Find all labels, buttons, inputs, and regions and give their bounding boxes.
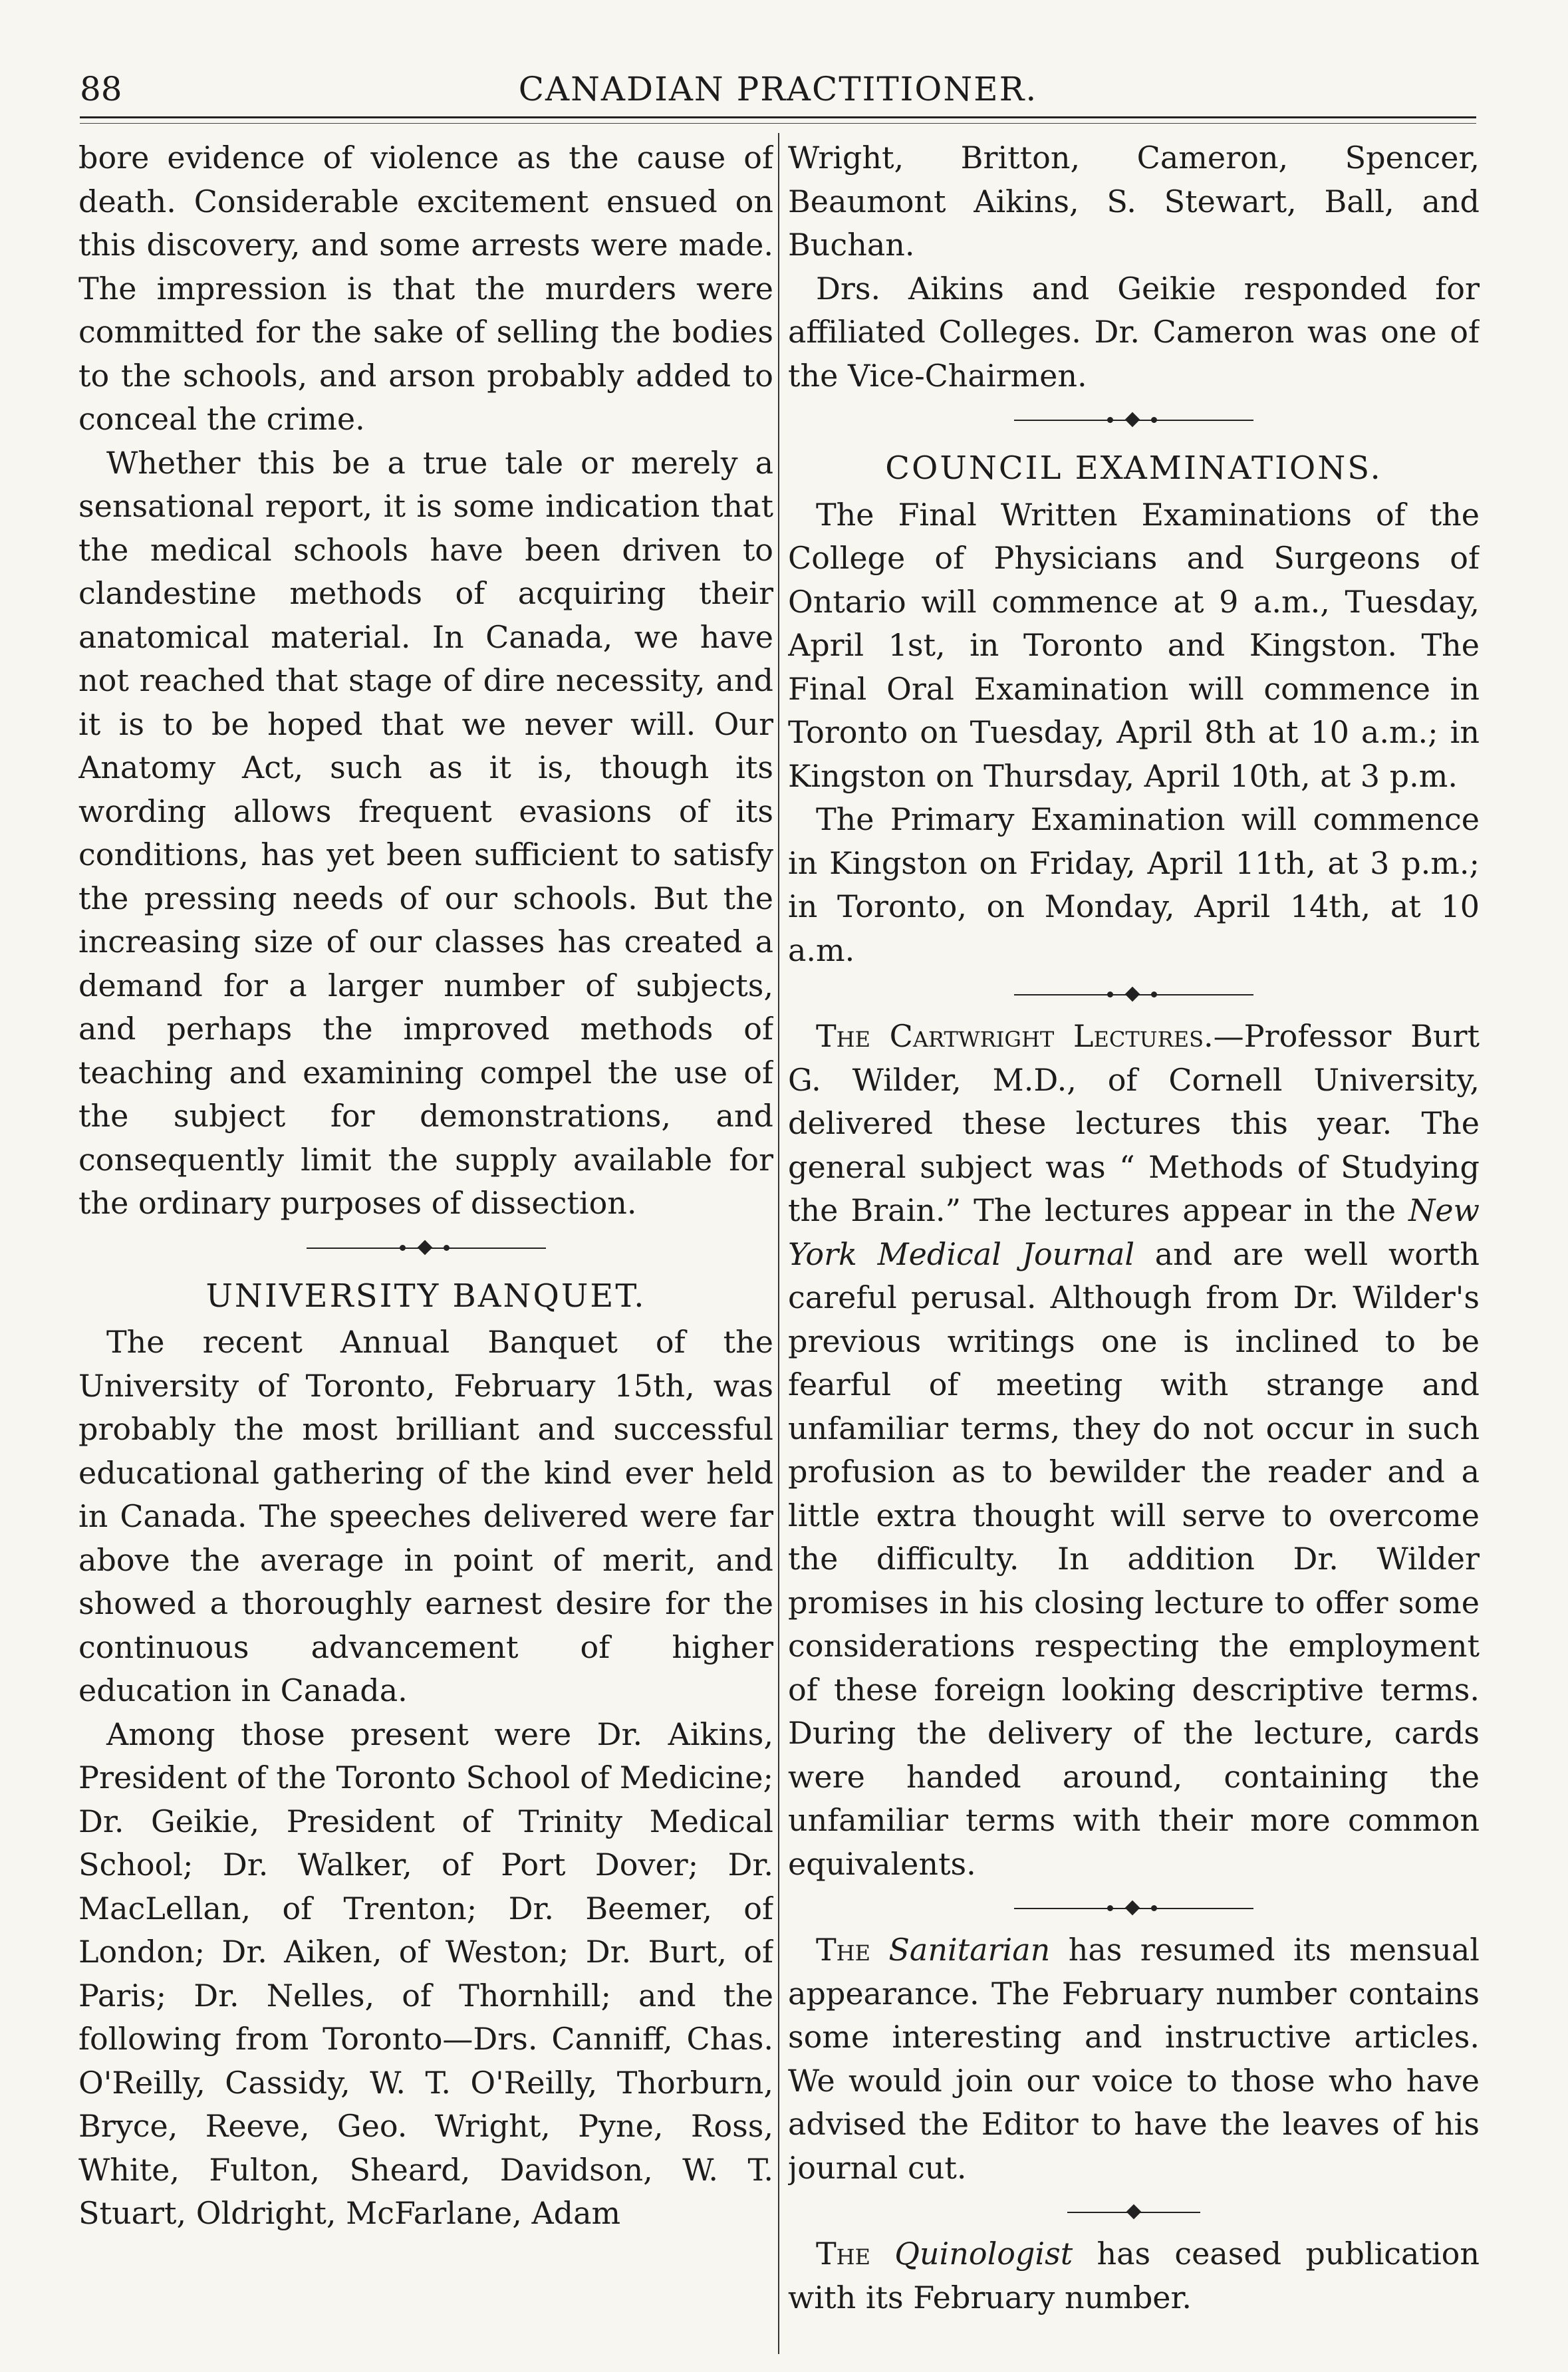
- section-ornament: [1014, 1895, 1253, 1922]
- text-run: The: [816, 2236, 895, 2272]
- paragraph: The Primary Examination will commence in Kingston on Friday, April 11th, at 3 p.m.; in Toronto, on Monday, April 14th, at 10 a.m.: [788, 801, 1480, 968]
- section-heading-university-banquet: UNIVERSITY BANQUET.: [205, 1277, 646, 1315]
- page-number: 88: [80, 70, 122, 108]
- text-run: The: [816, 1932, 889, 1968]
- paragraph: Among those present were Dr. Aikins, President of the Toronto School of Medicine; Dr. Geikie, President of Trinity Medical School; Dr. Walker, of Port Dover; Dr. MacLellan, of Trenton; Dr. Beemer, of London; Dr. Aiken, of Weston; Dr. Burt, of Paris; Dr. Nelles, of Thornhill; and the following from Toronto—Drs. Canniff, Chas. O'Reilly, Cassidy, W. T. O'Reilly, Thorburn, Bryce, Reeve, Geo. Wright, Pyne, Ross, White, Fulton, Sheard, Davidson, W. T. Stuart, Oldright, McFarlane, Adam: [78, 1716, 773, 2231]
- text-run: has resumed its mensual appearance. The February number contains some interesting and instructive articles. We would join our voice to those who have advised the Editor to have the leaves of his journal cut.: [788, 1932, 1480, 2186]
- header-rule: [80, 116, 1476, 118]
- paragraph-quinologist: [788, 2232, 1480, 2319]
- paragraph-sanitarian: [788, 1928, 1480, 2190]
- paragraph: The recent Annual Banquet of the University of Toronto, February 15th, was probably the most brilliant and successful educational gathering of the kind ever held in Canada. The speeches delivered were far above the average in point of merit, and showed a thoroughly earnest desire for the continuous advancement of higher education in Canada.: [78, 1324, 773, 1708]
- paragraph: Whether this be a true tale or merely a sensational report, it is some indication that the medical schools have been driven to clandestine methods of acquiring their anatomical material. In Canada, we have not reached that stage of dire necessity, and it is to be hoped that we never will. Our Anatomy Act, such as it is, though its wording allows frequent evasions of its conditions, has yet been sufficient to satisfy the pressing needs of our schools. But the increasing size of our classes has created a demand for a larger number of subjects, and perhaps the improved methods of teaching and examining compel the use of the subject for demonstrations, and consequently limit the supply available for the ordinary purposes of dissection.: [78, 444, 773, 1221]
- running-title: CANADIAN PRACTITIONER.: [518, 70, 1038, 108]
- paragraph: bore evidence of violence as the cause of death. Considerable excitement ensued on this discovery, and some arrests were made. The impression is that the murders were committed for the sake of selling the bodies to the schools, and arson probably added to conceal the crime.: [78, 140, 773, 437]
- section-ornament: [1014, 407, 1253, 434]
- text-run: and are well worth careful perusal. Although from Dr. Wilder's previous writings one is inclined to be fearful of meeting with strange and unfamiliar terms, they do not occur in such profusion as to bewilder the reader and a little extra thought will serve to overcome the difficulty. In addition Dr. Wilder promises in his closing lecture to offer some considerations respecting the employment of these foreign looking descriptive terms. During the delivery of the lecture, cards were handed around, containing the unfamiliar terms with their more common equivalents.: [788, 1236, 1480, 1882]
- paragraph-cartwright-lectures: [788, 1015, 1480, 1886]
- section-ornament: [1014, 982, 1253, 1008]
- journal-title: Quinologist: [894, 2236, 1073, 2272]
- text-run: —Professor Burt G. Wilder, M.D., of Cornell University, delivered these lectures this year. The general subject was “ Methods of Studying the Brain.” The lectures appear in the: [788, 1018, 1480, 1228]
- left-column: [78, 136, 773, 2351]
- text-run: has ceased publication with its February number.: [788, 2236, 1480, 2315]
- journal-title: New York Medical Journal: [788, 1192, 1480, 1272]
- column-divider: [778, 133, 779, 2354]
- run-in-heading: The Cartwright Lectures.: [816, 1018, 1214, 1054]
- journal-title: Sanitarian: [888, 1932, 1051, 1968]
- right-column: [788, 136, 1480, 2351]
- paragraph: The Final Written Examinations of the College of Physicians and Surgeons of Ontario will commence at 9 a.m., Tuesday, April 1st, in Toronto and Kingston. The Final Oral Examination will commence in Toronto on Tuesday, April 8th at 10 a.m.; in Kingston on Thursday, April 10th, at 3 p.m.: [788, 496, 1480, 794]
- section-ornament: [1067, 2199, 1200, 2226]
- paragraph: Wright, Britton, Cameron, Spencer, Beaumont Aikins, S. Stewart, Ball, and Buchan.: [788, 140, 1480, 263]
- paragraph: Drs. Aikins and Geikie responded for affiliated Colleges. Dr. Cameron was one of the Vice-Chairmen.: [788, 270, 1480, 394]
- section-heading-council-examinations: COUNCIL EXAMINATIONS.: [885, 450, 1382, 487]
- header-rule-thin: [80, 123, 1476, 124]
- section-ornament: [307, 1235, 546, 1261]
- page-header: [80, 70, 1476, 123]
